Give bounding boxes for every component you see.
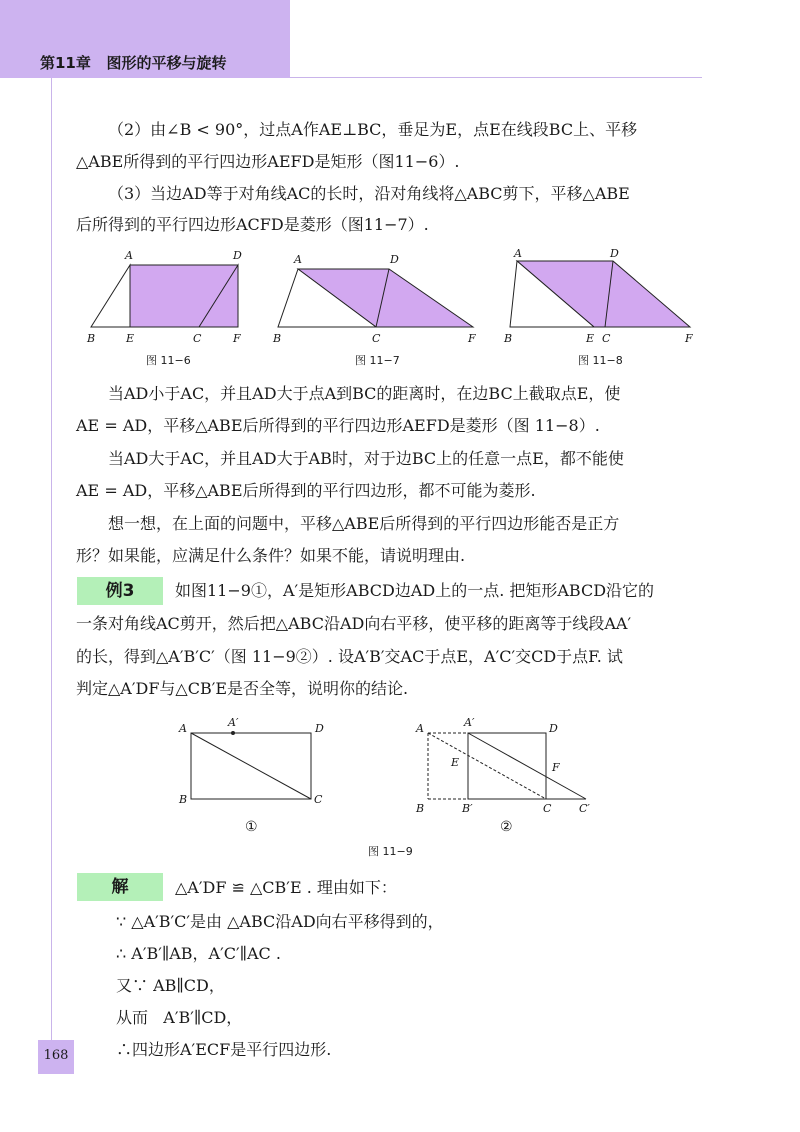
rectangle-aefd-fill (130, 265, 238, 327)
label-c: C (314, 793, 323, 806)
subfigure-label: ① (245, 819, 258, 835)
figure-caption: 图 11−8 (578, 354, 623, 367)
page-number: 168 (43, 1048, 69, 1063)
paragraph-line: 当AD小于AC，并且AD大于点A到BC的距离时，在边BC上截取点E，使 (108, 384, 621, 403)
subfigure-label: ② (500, 819, 513, 835)
label-a: A (294, 253, 302, 266)
label-a: A (416, 722, 424, 735)
label-a-prime: A′ (464, 716, 475, 729)
label-b: B (416, 802, 425, 815)
label-e: E (586, 332, 595, 345)
figure-11-8 (498, 245, 698, 350)
paragraph-line: 想一想，在上面的问题中，平移△ABE后所得到的平行四边形能否是正方 (108, 514, 620, 533)
figure-11-9-part-2 (410, 715, 610, 835)
label-a: A (514, 247, 522, 260)
solution-line: ∵ △A′B′C′是由 △ABC沿AD向右平移得到的， (116, 912, 444, 931)
example-line: 如图11−9①，A′是矩形ABCD边AD上的一点. 把矩形ABCD沿它的 (175, 581, 655, 600)
label-f: F (552, 761, 560, 774)
page-number-box (38, 1040, 74, 1074)
diagonal-a-prime-c-prime (468, 733, 586, 799)
label-c-prime: C′ (579, 802, 590, 815)
paragraph-line: AE = AD，平移△ABE后所得到的平行四边形AEFD是菱形（图 11−8）. (76, 416, 600, 435)
example-label-box (77, 577, 163, 605)
example-line: 的长，得到△A′B′C′（图 11−9②）. 设A′B′交AC于点E，A′C′交CD于点F. 试 (76, 647, 623, 666)
label-b: B (273, 332, 282, 345)
figure-caption: 图 11−9 (368, 845, 413, 858)
solution-line: 又∵ AB∥CD， (116, 976, 225, 995)
label-d: D (610, 247, 619, 260)
point-a-prime (231, 731, 235, 735)
label-e: E (451, 756, 460, 769)
figure-11-6 (85, 245, 255, 350)
figure-11-9-part-1 (175, 715, 335, 835)
label-d: D (315, 722, 324, 735)
paragraph-line: （3）当边AD等于对角线AC的长时，沿对角线将△ABC剪下，平移△ABE (108, 184, 630, 203)
label-b: B (504, 332, 513, 345)
label-c: C (372, 332, 381, 345)
solution-line: 从而 A′B′∥CD， (116, 1008, 243, 1027)
rectangle-a-prime-d-c-b-prime (468, 733, 546, 799)
label-b: B (87, 332, 96, 345)
solution-label-box (77, 873, 163, 901)
diagonal-ac (191, 733, 311, 799)
label-a-prime: A′ (228, 716, 239, 729)
label-c: C (193, 332, 202, 345)
figure-11-7 (270, 245, 485, 350)
solution-line: ∴四边形A′ECF是平行四边形. (116, 1040, 332, 1059)
label-b-prime: B′ (462, 802, 473, 815)
paragraph-line: 后所得到的平行四边形ACFD是菱形（图11−7）. (76, 215, 429, 234)
example-line: 判定△A′DF与△CB′E是否全等，说明你的结论. (76, 679, 409, 698)
solution-line: ∴ A′B′∥AB，A′C′∥AC . (116, 944, 281, 963)
paragraph-line: 形？如果能，应满足什么条件？如果不能，请说明理由. (76, 546, 466, 565)
paragraph-line: △ABE所得到的平行四边形AEFD是矩形（图11−6）. (76, 152, 460, 171)
example-line: 一条对角线AC剪开，然后把△ABC沿AD向右平移，使平移的距离等于线段AA′ (76, 614, 632, 633)
label-a: A (179, 722, 187, 735)
chapter-number: 第11章 (40, 54, 91, 72)
label-b: B (179, 793, 188, 806)
figure-caption: 图 11−7 (355, 354, 400, 367)
figure-caption: 图 11−6 (146, 354, 191, 367)
paragraph-line: AE = AD，平移△ABE后所得到的平行四边形，都不可能为菱形. (76, 481, 536, 500)
paragraph-line: （2）由∠B < 90°，过点A作AE⊥BC，垂足为E，点E在线段BC上、平移 (108, 120, 638, 139)
solution-line: △A′DF ≌ △CB′E . 理由如下： (175, 878, 397, 897)
example-label: 例3 (105, 581, 135, 601)
margin-rule (51, 78, 52, 1040)
dashed-diagonal-ac (428, 733, 546, 799)
label-d: D (390, 253, 399, 266)
label-f: F (685, 332, 693, 345)
label-f: F (468, 332, 476, 345)
chapter-title (40, 52, 227, 73)
header-rule (290, 77, 702, 78)
chapter-name: 图形的平移与旋转 (106, 54, 227, 72)
paragraph-line: 当AD大于AC，并且AD大于AB时，对于边BC上的任意一点E，都不能使 (108, 449, 624, 468)
label-e: E (126, 332, 135, 345)
label-d: D (233, 249, 242, 262)
label-a: A (125, 249, 133, 262)
label-c: C (543, 802, 552, 815)
label-f: F (233, 332, 241, 345)
label-c: C (602, 332, 611, 345)
label-d: D (549, 722, 558, 735)
triangle-abe (91, 265, 130, 327)
solution-label: 解 (111, 877, 129, 897)
